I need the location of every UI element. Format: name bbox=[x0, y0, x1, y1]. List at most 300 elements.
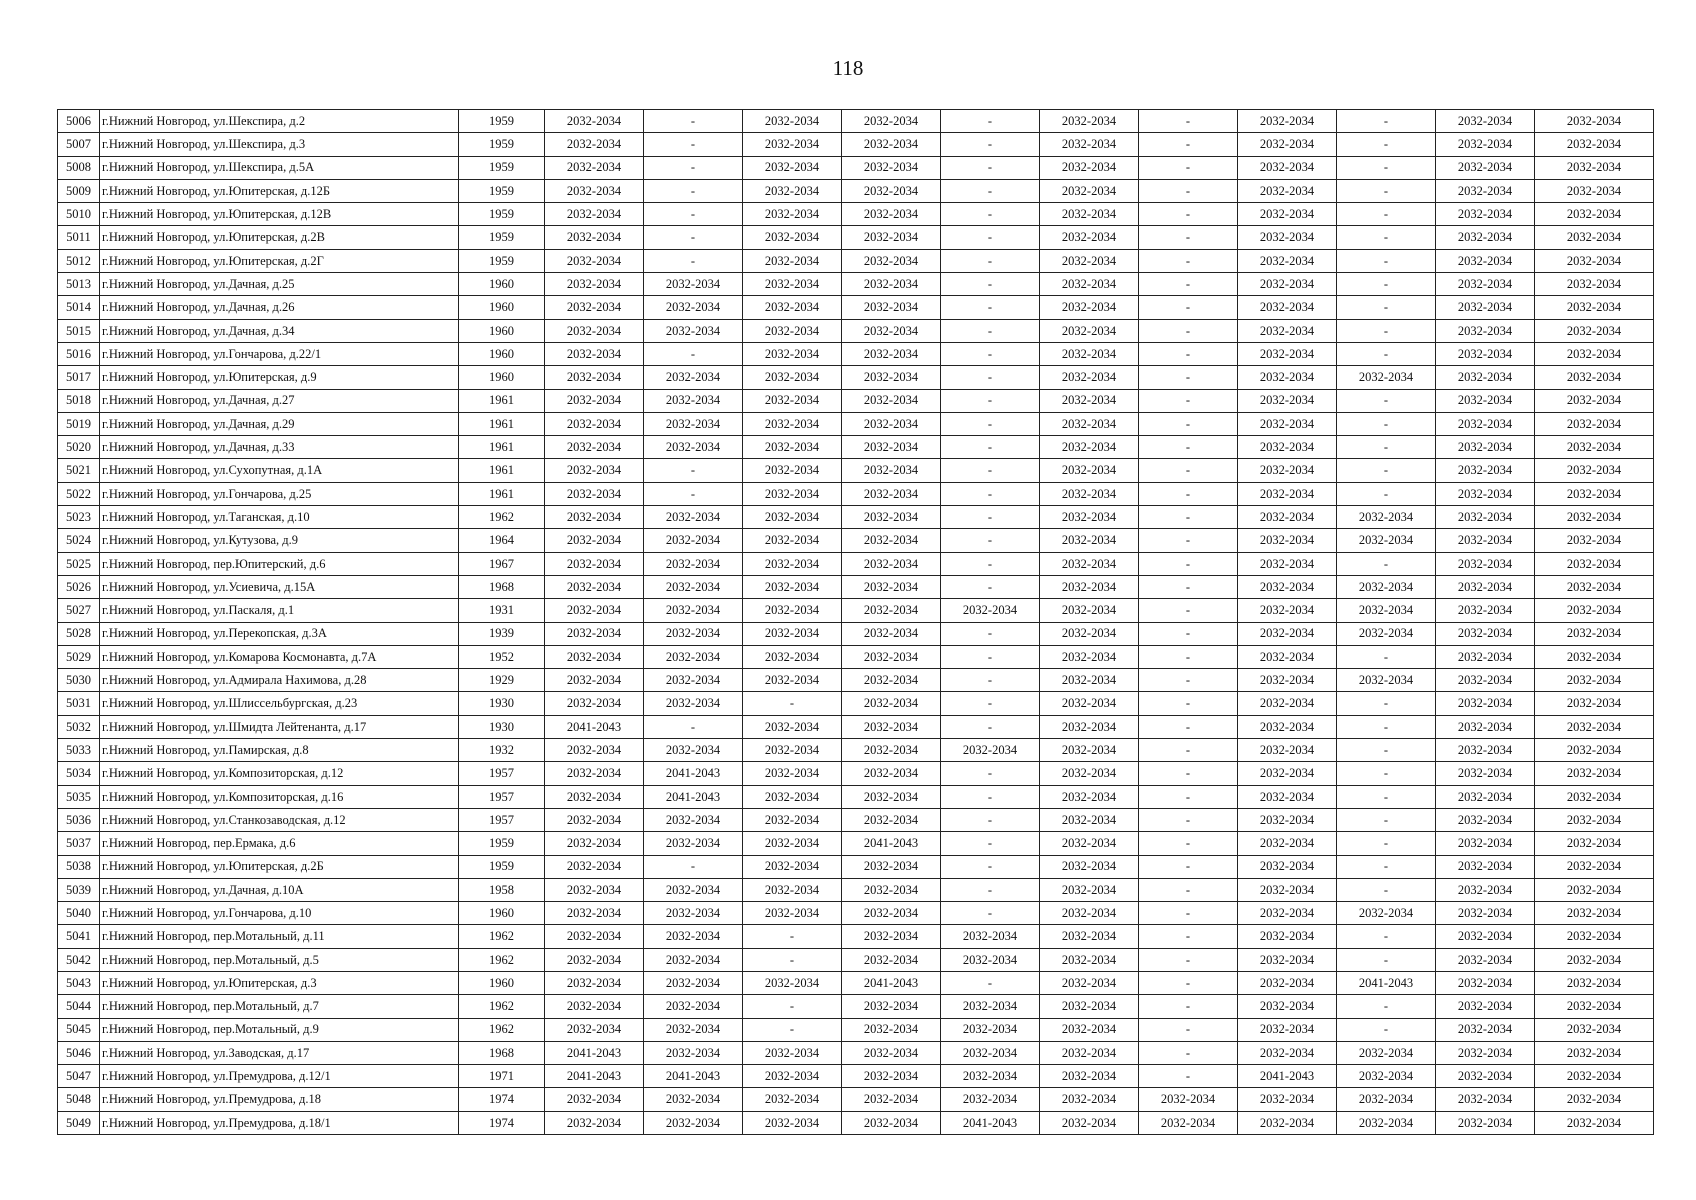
period-cell: 2032-2034 bbox=[1535, 785, 1654, 808]
period-cell: 2032-2034 bbox=[545, 389, 644, 412]
period-cell: - bbox=[1337, 249, 1436, 272]
period-cell: 2032-2034 bbox=[743, 366, 842, 389]
period-cell: 2032-2034 bbox=[842, 1065, 941, 1088]
period-cell: - bbox=[941, 412, 1040, 435]
row-number-cell: 5010 bbox=[58, 203, 100, 226]
period-cell: 2032-2034 bbox=[842, 715, 941, 738]
year-cell: 1961 bbox=[459, 436, 545, 459]
row-number-cell: 5012 bbox=[58, 249, 100, 272]
period-cell: 2032-2034 bbox=[1040, 808, 1139, 831]
period-cell: - bbox=[1337, 808, 1436, 831]
period-cell: 2032-2034 bbox=[941, 995, 1040, 1018]
period-cell: - bbox=[941, 459, 1040, 482]
period-cell: 2032-2034 bbox=[1535, 878, 1654, 901]
period-cell: 2032-2034 bbox=[1040, 645, 1139, 668]
period-cell: 2032-2034 bbox=[743, 529, 842, 552]
period-cell: - bbox=[644, 179, 743, 202]
period-cell: 2032-2034 bbox=[743, 459, 842, 482]
period-cell: 2032-2034 bbox=[1238, 948, 1337, 971]
period-cell: 2032-2034 bbox=[1535, 902, 1654, 925]
period-cell: 2032-2034 bbox=[545, 739, 644, 762]
period-cell: - bbox=[941, 156, 1040, 179]
year-cell: 1957 bbox=[459, 808, 545, 831]
period-cell: - bbox=[1139, 599, 1238, 622]
period-cell: - bbox=[1337, 133, 1436, 156]
row-number-cell: 5028 bbox=[58, 622, 100, 645]
period-cell: 2032-2034 bbox=[1535, 855, 1654, 878]
period-cell: 2032-2034 bbox=[1238, 552, 1337, 575]
period-cell: - bbox=[1337, 739, 1436, 762]
year-cell: 1974 bbox=[459, 1111, 545, 1134]
period-cell: 2032-2034 bbox=[743, 482, 842, 505]
address-cell: г.Нижний Новгород, ул.Премудрова, д.12/1 bbox=[100, 1065, 459, 1088]
period-cell: 2032-2034 bbox=[545, 203, 644, 226]
period-cell: - bbox=[1139, 179, 1238, 202]
period-cell: 2032-2034 bbox=[545, 482, 644, 505]
period-cell: 2032-2034 bbox=[1535, 599, 1654, 622]
period-cell: 2032-2034 bbox=[842, 925, 941, 948]
period-cell: 2032-2034 bbox=[644, 1018, 743, 1041]
address-cell: г.Нижний Новгород, ул.Станкозаводская, д.12 bbox=[100, 808, 459, 831]
period-cell: 2032-2034 bbox=[1238, 459, 1337, 482]
period-cell: - bbox=[1337, 925, 1436, 948]
year-cell: 1960 bbox=[459, 366, 545, 389]
period-cell: 2032-2034 bbox=[545, 226, 644, 249]
period-cell: 2032-2034 bbox=[1436, 156, 1535, 179]
period-cell: 2032-2034 bbox=[743, 739, 842, 762]
table-row bbox=[58, 1065, 1654, 1088]
row-number-cell: 5020 bbox=[58, 436, 100, 459]
period-cell: 2032-2034 bbox=[1238, 1088, 1337, 1111]
period-cell: - bbox=[1139, 715, 1238, 738]
period-cell: 2032-2034 bbox=[842, 482, 941, 505]
period-cell: 2032-2034 bbox=[545, 249, 644, 272]
period-cell: 2032-2034 bbox=[545, 808, 644, 831]
period-cell: 2032-2034 bbox=[1436, 342, 1535, 365]
period-cell: 2032-2034 bbox=[1238, 133, 1337, 156]
period-cell: 2032-2034 bbox=[1337, 1088, 1436, 1111]
period-cell: 2032-2034 bbox=[1535, 296, 1654, 319]
table-row bbox=[58, 762, 1654, 785]
period-cell: 2032-2034 bbox=[1436, 273, 1535, 296]
period-cell: 2032-2034 bbox=[1535, 645, 1654, 668]
table-row bbox=[58, 1088, 1654, 1111]
period-cell: 2032-2034 bbox=[1238, 342, 1337, 365]
period-cell: 2032-2034 bbox=[1436, 878, 1535, 901]
table-row bbox=[58, 1041, 1654, 1064]
address-cell: г.Нижний Новгород, пер.Мотальный, д.11 bbox=[100, 925, 459, 948]
year-cell: 1962 bbox=[459, 925, 545, 948]
period-cell: 2032-2034 bbox=[743, 878, 842, 901]
period-cell: 2032-2034 bbox=[644, 948, 743, 971]
period-cell: 2032-2034 bbox=[545, 156, 644, 179]
period-cell: 2032-2034 bbox=[1040, 203, 1139, 226]
period-cell: - bbox=[1139, 459, 1238, 482]
period-cell: 2032-2034 bbox=[1535, 808, 1654, 831]
period-cell: - bbox=[941, 832, 1040, 855]
table-row bbox=[58, 948, 1654, 971]
address-cell: г.Нижний Новгород, ул.Гончарова, д.25 bbox=[100, 482, 459, 505]
period-cell: 2032-2034 bbox=[842, 855, 941, 878]
period-cell: 2032-2034 bbox=[644, 1088, 743, 1111]
period-cell: - bbox=[1337, 1018, 1436, 1041]
year-cell: 1957 bbox=[459, 762, 545, 785]
period-cell: - bbox=[644, 203, 743, 226]
table-row bbox=[58, 599, 1654, 622]
period-cell: - bbox=[1139, 436, 1238, 459]
period-cell: 2032-2034 bbox=[1535, 110, 1654, 133]
address-cell: г.Нижний Новгород, ул.Дачная, д.29 bbox=[100, 412, 459, 435]
address-cell: г.Нижний Новгород, ул.Адмирала Нахимова, д.28 bbox=[100, 669, 459, 692]
period-cell: - bbox=[1337, 995, 1436, 1018]
period-cell: 2032-2034 bbox=[1337, 1111, 1436, 1134]
period-cell: 2032-2034 bbox=[842, 389, 941, 412]
period-cell: - bbox=[1139, 203, 1238, 226]
address-cell: г.Нижний Новгород, ул.Шлиссельбургская, д.23 bbox=[100, 692, 459, 715]
year-cell: 1959 bbox=[459, 179, 545, 202]
period-cell: - bbox=[1337, 156, 1436, 179]
row-number-cell: 5038 bbox=[58, 855, 100, 878]
period-cell: 2032-2034 bbox=[743, 1065, 842, 1088]
period-cell: 2032-2034 bbox=[842, 226, 941, 249]
period-cell: 2032-2034 bbox=[842, 529, 941, 552]
address-cell: г.Нижний Новгород, пер.Юпитерский, д.6 bbox=[100, 552, 459, 575]
period-cell: 2032-2034 bbox=[1040, 249, 1139, 272]
period-cell: 2032-2034 bbox=[1040, 599, 1139, 622]
period-cell: 2032-2034 bbox=[1337, 599, 1436, 622]
period-cell: - bbox=[1139, 692, 1238, 715]
year-cell: 1962 bbox=[459, 948, 545, 971]
period-cell: 2032-2034 bbox=[1238, 832, 1337, 855]
period-cell: 2032-2034 bbox=[644, 319, 743, 342]
year-cell: 1959 bbox=[459, 226, 545, 249]
table-row bbox=[58, 575, 1654, 598]
year-cell: 1959 bbox=[459, 156, 545, 179]
year-cell: 1961 bbox=[459, 389, 545, 412]
period-cell: 2032-2034 bbox=[743, 389, 842, 412]
period-cell: 2041-2043 bbox=[644, 1065, 743, 1088]
period-cell: 2032-2034 bbox=[842, 203, 941, 226]
row-number-cell: 5007 bbox=[58, 133, 100, 156]
row-number-cell: 5042 bbox=[58, 948, 100, 971]
period-cell: - bbox=[1337, 203, 1436, 226]
period-cell: 2032-2034 bbox=[743, 1088, 842, 1111]
period-cell: 2032-2034 bbox=[1436, 296, 1535, 319]
period-cell: 2032-2034 bbox=[1238, 995, 1337, 1018]
year-cell: 1958 bbox=[459, 878, 545, 901]
period-cell: - bbox=[941, 110, 1040, 133]
period-cell: 2032-2034 bbox=[743, 669, 842, 692]
period-cell: - bbox=[1139, 273, 1238, 296]
period-cell: 2032-2034 bbox=[743, 156, 842, 179]
period-cell: 2032-2034 bbox=[1337, 902, 1436, 925]
address-cell: г.Нижний Новгород, ул.Премудрова, д.18 bbox=[100, 1088, 459, 1111]
row-number-cell: 5029 bbox=[58, 645, 100, 668]
table-row bbox=[58, 179, 1654, 202]
row-number-cell: 5018 bbox=[58, 389, 100, 412]
period-cell: 2032-2034 bbox=[1337, 622, 1436, 645]
row-number-cell: 5023 bbox=[58, 506, 100, 529]
period-cell: 2032-2034 bbox=[1436, 1041, 1535, 1064]
row-number-cell: 5043 bbox=[58, 971, 100, 994]
period-cell: 2032-2034 bbox=[941, 948, 1040, 971]
year-cell: 1959 bbox=[459, 110, 545, 133]
period-cell: - bbox=[941, 366, 1040, 389]
period-cell: 2032-2034 bbox=[1040, 342, 1139, 365]
address-cell: г.Нижний Новгород, ул.Дачная, д.34 bbox=[100, 319, 459, 342]
address-cell: г.Нижний Новгород, ул.Композиторская, д.12 bbox=[100, 762, 459, 785]
period-cell: - bbox=[644, 226, 743, 249]
address-cell: г.Нижний Новгород, ул.Сухопутная, д.1А bbox=[100, 459, 459, 482]
period-cell: - bbox=[941, 575, 1040, 598]
table-row bbox=[58, 925, 1654, 948]
period-cell: 2032-2034 bbox=[1337, 506, 1436, 529]
period-cell: 2032-2034 bbox=[545, 832, 644, 855]
period-cell: 2032-2034 bbox=[1040, 179, 1139, 202]
year-cell: 1960 bbox=[459, 273, 545, 296]
period-cell: 2032-2034 bbox=[842, 179, 941, 202]
period-cell: 2032-2034 bbox=[743, 902, 842, 925]
row-number-cell: 5035 bbox=[58, 785, 100, 808]
period-cell: 2032-2034 bbox=[842, 1088, 941, 1111]
year-cell: 1959 bbox=[459, 133, 545, 156]
period-cell: 2032-2034 bbox=[743, 506, 842, 529]
period-cell: 2032-2034 bbox=[545, 669, 644, 692]
period-cell: 2032-2034 bbox=[1535, 669, 1654, 692]
period-cell: 2032-2034 bbox=[743, 785, 842, 808]
row-number-cell: 5048 bbox=[58, 1088, 100, 1111]
address-cell: г.Нижний Новгород, ул.Паскаля, д.1 bbox=[100, 599, 459, 622]
period-cell: 2032-2034 bbox=[1040, 1111, 1139, 1134]
year-cell: 1974 bbox=[459, 1088, 545, 1111]
period-cell: - bbox=[941, 273, 1040, 296]
period-cell: 2032-2034 bbox=[1040, 273, 1139, 296]
period-cell: 2032-2034 bbox=[1436, 762, 1535, 785]
period-cell: 2032-2034 bbox=[941, 739, 1040, 762]
period-cell: - bbox=[1139, 575, 1238, 598]
table-row bbox=[58, 669, 1654, 692]
period-cell: 2032-2034 bbox=[1238, 971, 1337, 994]
year-cell: 1959 bbox=[459, 832, 545, 855]
period-cell: - bbox=[941, 692, 1040, 715]
period-cell: 2032-2034 bbox=[1436, 249, 1535, 272]
address-cell: г.Нижний Новгород, ул.Юпитерская, д.3 bbox=[100, 971, 459, 994]
period-cell: 2032-2034 bbox=[1238, 785, 1337, 808]
period-cell: 2032-2034 bbox=[545, 296, 644, 319]
table-row bbox=[58, 645, 1654, 668]
period-cell: 2032-2034 bbox=[545, 552, 644, 575]
period-cell: 2032-2034 bbox=[1436, 971, 1535, 994]
year-cell: 1961 bbox=[459, 412, 545, 435]
period-cell: 2032-2034 bbox=[1238, 389, 1337, 412]
address-cell: г.Нижний Новгород, ул.Дачная, д.25 bbox=[100, 273, 459, 296]
table-row bbox=[58, 552, 1654, 575]
period-cell: - bbox=[1139, 482, 1238, 505]
year-cell: 1931 bbox=[459, 599, 545, 622]
row-number-cell: 5037 bbox=[58, 832, 100, 855]
period-cell: 2032-2034 bbox=[1040, 878, 1139, 901]
period-cell: 2032-2034 bbox=[1436, 808, 1535, 831]
period-cell: - bbox=[644, 715, 743, 738]
period-cell: 2032-2034 bbox=[1535, 575, 1654, 598]
table-row bbox=[58, 995, 1654, 1018]
period-cell: 2032-2034 bbox=[1238, 249, 1337, 272]
period-cell: 2032-2034 bbox=[1040, 529, 1139, 552]
year-cell: 1962 bbox=[459, 995, 545, 1018]
period-cell: 2032-2034 bbox=[842, 878, 941, 901]
period-cell: - bbox=[1139, 622, 1238, 645]
period-cell: 2032-2034 bbox=[1535, 739, 1654, 762]
period-cell: 2032-2034 bbox=[1238, 506, 1337, 529]
period-cell: - bbox=[1337, 552, 1436, 575]
row-number-cell: 5032 bbox=[58, 715, 100, 738]
year-cell: 1932 bbox=[459, 739, 545, 762]
period-cell: 2032-2034 bbox=[743, 179, 842, 202]
period-cell: 2032-2034 bbox=[1040, 1018, 1139, 1041]
period-cell: - bbox=[1337, 645, 1436, 668]
period-cell: 2032-2034 bbox=[1238, 762, 1337, 785]
period-cell: 2032-2034 bbox=[1040, 482, 1139, 505]
period-cell: 2041-2043 bbox=[644, 762, 743, 785]
table-row bbox=[58, 692, 1654, 715]
period-cell: 2032-2034 bbox=[842, 412, 941, 435]
period-cell: 2032-2034 bbox=[1337, 575, 1436, 598]
period-cell: 2032-2034 bbox=[743, 971, 842, 994]
period-cell: - bbox=[1139, 1041, 1238, 1064]
period-cell: 2032-2034 bbox=[842, 296, 941, 319]
table-row bbox=[58, 203, 1654, 226]
year-cell: 1968 bbox=[459, 1041, 545, 1064]
period-cell: 2032-2034 bbox=[1535, 133, 1654, 156]
period-cell: 2032-2034 bbox=[1238, 692, 1337, 715]
address-cell: г.Нижний Новгород, ул.Дачная, д.33 bbox=[100, 436, 459, 459]
address-cell: г.Нижний Новгород, ул.Премудрова, д.18/1 bbox=[100, 1111, 459, 1134]
address-cell: г.Нижний Новгород, ул.Усиевича, д.15А bbox=[100, 575, 459, 598]
period-cell: 2032-2034 bbox=[1040, 669, 1139, 692]
period-cell: - bbox=[941, 902, 1040, 925]
period-cell: - bbox=[1139, 156, 1238, 179]
period-cell: 2032-2034 bbox=[1040, 739, 1139, 762]
period-cell: 2032-2034 bbox=[545, 599, 644, 622]
period-cell: 2032-2034 bbox=[644, 622, 743, 645]
period-cell: - bbox=[941, 645, 1040, 668]
period-cell: - bbox=[1139, 1018, 1238, 1041]
period-cell: 2032-2034 bbox=[1436, 436, 1535, 459]
address-cell: г.Нижний Новгород, ул.Кутузова, д.9 bbox=[100, 529, 459, 552]
period-cell: 2032-2034 bbox=[842, 249, 941, 272]
period-cell: 2032-2034 bbox=[1436, 133, 1535, 156]
row-number-cell: 5046 bbox=[58, 1041, 100, 1064]
period-cell: 2032-2034 bbox=[1238, 878, 1337, 901]
period-cell: - bbox=[1139, 971, 1238, 994]
table-row bbox=[58, 855, 1654, 878]
period-cell: 2032-2034 bbox=[1040, 832, 1139, 855]
row-number-cell: 5049 bbox=[58, 1111, 100, 1134]
period-cell: 2032-2034 bbox=[644, 808, 743, 831]
period-cell: 2032-2034 bbox=[1535, 1018, 1654, 1041]
table-row bbox=[58, 622, 1654, 645]
address-cell: г.Нижний Новгород, ул.Дачная, д.10А bbox=[100, 878, 459, 901]
period-cell: 2032-2034 bbox=[1436, 599, 1535, 622]
row-number-cell: 5013 bbox=[58, 273, 100, 296]
address-cell: г.Нижний Новгород, ул.Юпитерская, д.2Г bbox=[100, 249, 459, 272]
address-cell: г.Нижний Новгород, ул.Комарова Космонавта, д.7А bbox=[100, 645, 459, 668]
period-cell: 2032-2034 bbox=[1238, 273, 1337, 296]
year-cell: 1971 bbox=[459, 1065, 545, 1088]
period-cell: 2032-2034 bbox=[743, 296, 842, 319]
period-cell: 2032-2034 bbox=[1040, 319, 1139, 342]
period-cell: 2032-2034 bbox=[1436, 1065, 1535, 1088]
period-cell: 2032-2034 bbox=[1238, 366, 1337, 389]
address-cell: г.Нижний Новгород, ул.Юпитерская, д.9 bbox=[100, 366, 459, 389]
year-cell: 1959 bbox=[459, 203, 545, 226]
period-cell: 2032-2034 bbox=[545, 1018, 644, 1041]
period-cell: 2032-2034 bbox=[1040, 925, 1139, 948]
period-cell: 2032-2034 bbox=[1040, 902, 1139, 925]
period-cell: 2032-2034 bbox=[1238, 436, 1337, 459]
row-number-cell: 5022 bbox=[58, 482, 100, 505]
period-cell: 2041-2043 bbox=[1238, 1065, 1337, 1088]
row-number-cell: 5016 bbox=[58, 342, 100, 365]
period-cell: 2032-2034 bbox=[1436, 412, 1535, 435]
period-cell: - bbox=[743, 692, 842, 715]
period-cell: 2041-2043 bbox=[842, 971, 941, 994]
period-cell: - bbox=[1139, 832, 1238, 855]
period-cell: - bbox=[1139, 249, 1238, 272]
period-cell: 2032-2034 bbox=[1535, 342, 1654, 365]
period-cell: 2032-2034 bbox=[1535, 832, 1654, 855]
period-cell: 2032-2034 bbox=[842, 506, 941, 529]
period-cell: 2032-2034 bbox=[545, 762, 644, 785]
period-cell: 2032-2034 bbox=[1040, 459, 1139, 482]
period-cell: 2032-2034 bbox=[842, 319, 941, 342]
period-cell: 2032-2034 bbox=[1040, 389, 1139, 412]
period-cell: 2032-2034 bbox=[1040, 715, 1139, 738]
period-cell: 2032-2034 bbox=[842, 599, 941, 622]
period-cell: 2032-2034 bbox=[644, 878, 743, 901]
period-cell: - bbox=[1139, 389, 1238, 412]
period-cell: 2032-2034 bbox=[1040, 692, 1139, 715]
period-cell: 2032-2034 bbox=[743, 249, 842, 272]
period-cell: 2032-2034 bbox=[941, 1065, 1040, 1088]
period-cell: 2032-2034 bbox=[1238, 203, 1337, 226]
period-cell: 2032-2034 bbox=[644, 366, 743, 389]
period-cell: 2032-2034 bbox=[1040, 1088, 1139, 1111]
period-cell: 2032-2034 bbox=[1535, 482, 1654, 505]
period-cell: 2032-2034 bbox=[941, 1018, 1040, 1041]
period-cell: - bbox=[1139, 366, 1238, 389]
period-cell: - bbox=[1337, 179, 1436, 202]
row-number-cell: 5040 bbox=[58, 902, 100, 925]
period-cell: 2032-2034 bbox=[545, 506, 644, 529]
period-cell: - bbox=[1139, 878, 1238, 901]
period-cell: 2032-2034 bbox=[545, 273, 644, 296]
period-cell: - bbox=[1139, 669, 1238, 692]
year-cell: 1962 bbox=[459, 506, 545, 529]
address-cell: г.Нижний Новгород, ул.Шмидта Лейтенанта, д.17 bbox=[100, 715, 459, 738]
period-cell: 2032-2034 bbox=[545, 575, 644, 598]
period-cell: 2032-2034 bbox=[1436, 739, 1535, 762]
table-row bbox=[58, 273, 1654, 296]
period-cell: - bbox=[743, 948, 842, 971]
period-cell: 2032-2034 bbox=[842, 342, 941, 365]
period-cell: 2032-2034 bbox=[842, 645, 941, 668]
period-cell: 2032-2034 bbox=[644, 273, 743, 296]
period-cell: 2032-2034 bbox=[1238, 482, 1337, 505]
period-cell: 2032-2034 bbox=[743, 319, 842, 342]
row-number-cell: 5044 bbox=[58, 995, 100, 1018]
period-cell: 2032-2034 bbox=[1238, 669, 1337, 692]
